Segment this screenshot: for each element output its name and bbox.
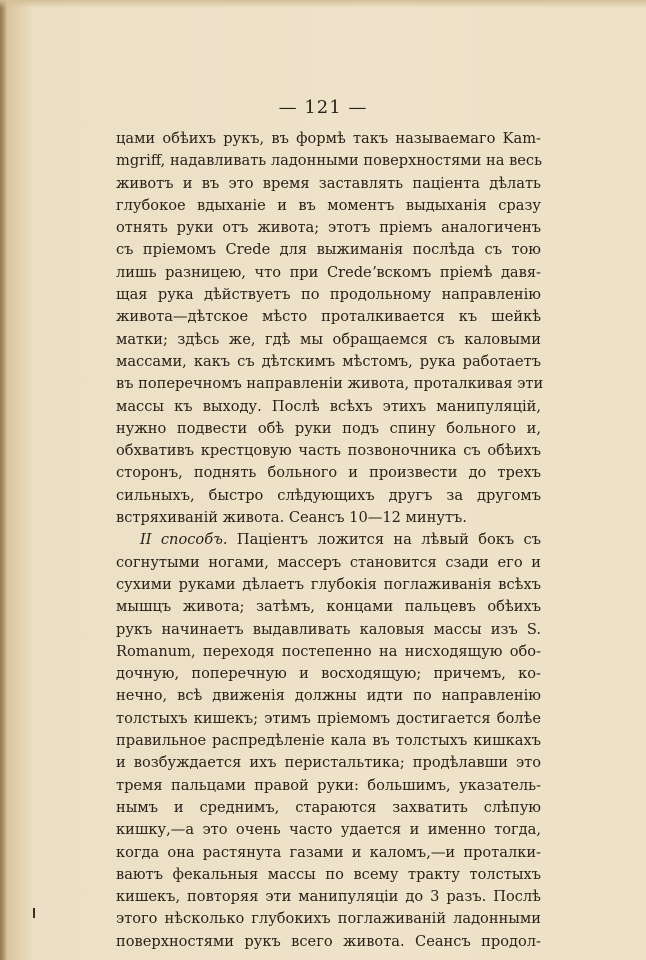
text-line: кишку,—а это очень часто удается и именно тогда, bbox=[116, 821, 541, 839]
text-line bbox=[116, 529, 541, 551]
text-line: ваютъ фекальныя массы по всему тракту толстыхъ bbox=[116, 865, 541, 883]
text-line: мышцъ живота; затѣмъ, концами пальцевъ обѣихъ bbox=[116, 598, 541, 616]
text-line: этого нѣсколько глубокихъ поглаживаній ладонными bbox=[116, 910, 541, 928]
text-line: тремя пальцами правой руки: большимъ, указатель- bbox=[116, 776, 541, 794]
text-line: живота—дѣтское мѣсто проталкивается къ шейкѣ bbox=[116, 308, 541, 326]
text-line: рукъ начинаетъ выдавливать каловыя массы изъ S. bbox=[116, 620, 541, 638]
text-line: щая рука дѣйствуетъ по продольному направленію bbox=[116, 286, 541, 304]
body-text bbox=[116, 128, 544, 953]
page-number: — 121 — bbox=[278, 97, 368, 118]
text-line: нымъ и среднимъ, стараются захватить слѣпую bbox=[116, 798, 541, 816]
page-top-edge bbox=[0, 0, 646, 8]
text-line: когда она растянута газами и каломъ,—и проталки- bbox=[116, 843, 541, 861]
text-line: лишь разницею, что при Credeʼвскомъ пріемѣ давя- bbox=[116, 263, 541, 281]
text-line: массами, какъ съ дѣтскимъ мѣстомъ, рука работаетъ bbox=[116, 352, 541, 370]
text-line: сухими руками дѣлаетъ глубокія поглаживанія всѣхъ bbox=[116, 575, 541, 593]
text-line: отнять руки отъ живота; этотъ пріемъ аналогиченъ bbox=[116, 219, 541, 237]
text-line: и возбуждается ихъ перистальтика; продѣлавши это bbox=[116, 754, 541, 772]
text-line: сторонъ, поднять больного и произвести до трехъ bbox=[116, 464, 541, 482]
text-line: обхвативъ крестцовую часть позвоночника съ обѣихъ bbox=[116, 442, 541, 460]
paragraph-1 bbox=[116, 128, 544, 529]
text-line: нужно подвести обѣ руки подъ спину больного и, bbox=[116, 419, 541, 437]
ink-mark bbox=[33, 908, 35, 918]
text-line: mgriff, надавливать ладонными поверхностями на весь bbox=[116, 152, 543, 170]
method-heading: II способъ. bbox=[140, 531, 228, 549]
text-line: цами обѣихъ рукъ, въ формѣ такъ называемаго Kam- bbox=[116, 130, 541, 147]
text-line: въ поперечномъ направленіи живота, проталкивая эти bbox=[116, 375, 544, 393]
text-line: съ пріемомъ Crede для выжиманія послѣда съ тою bbox=[116, 241, 541, 259]
text-line: сильныхъ, быстро слѣдующихъ другъ за другомъ bbox=[116, 486, 541, 504]
text-line: поверхностями рукъ всего живота. Сеансъ продол- bbox=[116, 932, 541, 950]
text-line: правильное распредѣленіе кала въ толстыхъ кишкахъ bbox=[116, 732, 541, 750]
text-line: массы къ выходу. Послѣ всѣхъ этихъ манипуляцій, bbox=[116, 397, 541, 415]
text-line: толстыхъ кишекъ; этимъ пріемомъ достигается болѣе bbox=[116, 709, 541, 727]
text-line: встряхиваній живота. Сеансъ 10—12 минутъ. bbox=[116, 509, 467, 527]
paragraph-2 bbox=[116, 529, 541, 953]
text-line: Romanum, переходя постепенно на нисходящую обо- bbox=[116, 642, 541, 660]
page-binding-edge bbox=[0, 0, 6, 960]
text-line: животъ и въ это время заставлять паціента дѣлать bbox=[116, 174, 541, 192]
text-line: кишекъ, повторяя эти манипуляціи до 3 разъ. Послѣ bbox=[116, 888, 541, 906]
text-line: глубокое вдыханіе и въ моментъ выдыханія сразу bbox=[116, 196, 541, 214]
text-line: матки; здѣсь же, гдѣ мы обращаемся съ каловыми bbox=[116, 330, 541, 348]
text-line-content: Паціентъ ложится на лѣвый бокъ съ bbox=[236, 531, 541, 549]
text-line: дочную, поперечную и восходящую; причемъ, ко- bbox=[116, 665, 541, 683]
text-line: нечно, всѣ движенія должны идти по направленію bbox=[116, 687, 541, 705]
text-line: согнутыми ногами, массеръ становится сзади его и bbox=[116, 553, 541, 571]
